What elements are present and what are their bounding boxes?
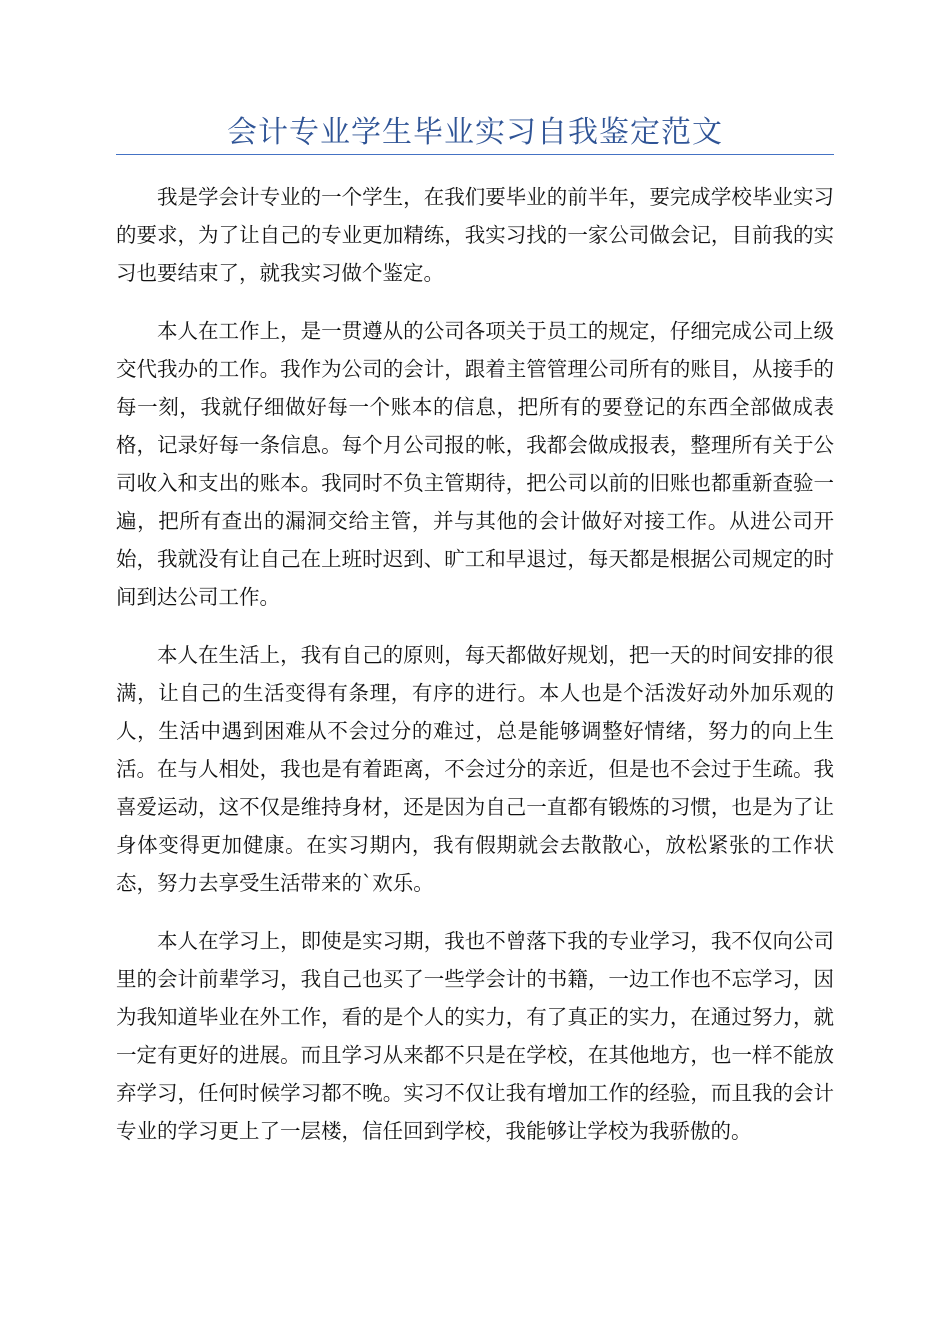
page-title: 会计专业学生毕业实习自我鉴定范文 [227,115,723,150]
paragraph: 本人在生活上，我有自己的原则，每天都做好规划，把一天的时间安排的很满，让自己的生活变得有条理，有序的进行。本人也是个活泼好动外加乐观的人，生活中遇到困难从不会过分的难过，总是能够调整好情绪，努力的向上生活。在与人相处，我也是有着距离，不会过分的亲近，但是也不会过于生疏。我喜爱运动，这不仅是维持身材，还是因为自己一直都有锻炼的习惯，也是为了让身体变得更加健康。在实习期内，我有假期就会去散散心，放松紧张的工作状态，努力去享受生活带来的`欢乐。 [116,643,834,895]
paragraph: 本人在学习上，即使是实习期，我也不曾落下我的专业学习，我不仅向公司里的会计前辈学习，我自己也买了一些学会计的书籍，一边工作也不忘学习，因为我知道毕业在外工作，看的是个人的实力，有了真正的实力，在通过努力，就一定有更好的进展。而且学习从来都不只是在学校，在其他地方，也一样不能放弃学习，任何时候学习都不晚。实习不仅让我有增加工作的经验，而且我的会计专业的学习更上了一层楼，信任回到学校，我能够让学校为我骄傲的。 [116,929,834,1143]
paragraph: 我是学会计专业的一个学生，在我们要毕业的前半年，要完成学校毕业实习的要求，为了让自己的专业更加精练，我实习找的一家公司做会记，目前我的实习也要结束了，就我实习做个鉴定。 [116,185,834,285]
title-underline [116,154,834,155]
document-body [116,178,834,1170]
paragraph: 本人在工作上，是一贯遵从的公司各项关于员工的规定，仔细完成公司上级交代我办的工作。我作为公司的会计，跟着主管管理公司所有的账目，从接手的每一刻，我就仔细做好每一个账本的信息，把所有的要登记的东西全部做成表格，记录好每一条信息。每个月公司报的帐，我都会做成报表，整理所有关于公司收入和支出的账本。我同时不负主管期待，把公司以前的旧账也都重新查验一遍，把所有查出的漏洞交给主管，并与其他的会计做好对接工作。从进公司开始，我就没有让自己在上班时迟到、旷工和早退过，每天都是根据公司规定的时间到达公司工作。 [116,319,834,609]
